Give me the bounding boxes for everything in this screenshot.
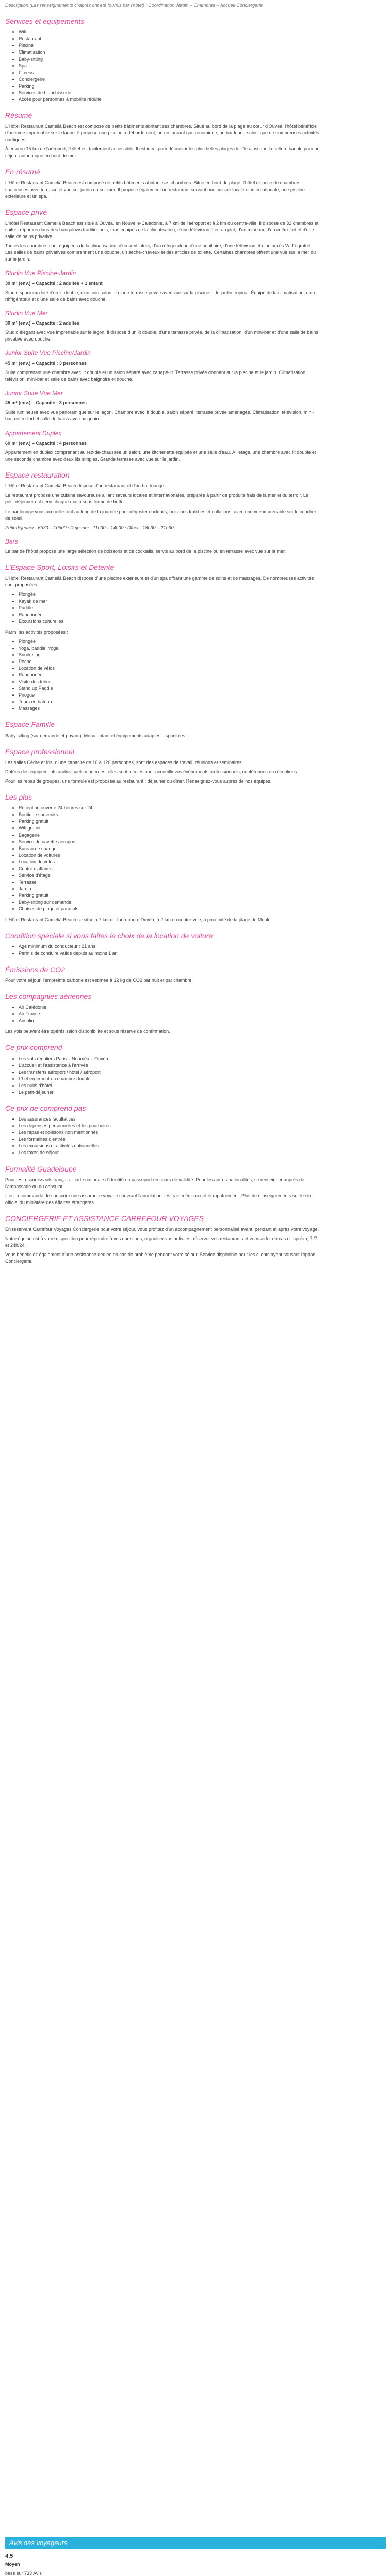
bars-paragraph: Le bar de l'hôtel propose une large sélection de boissons et de cocktails, servis au bord de la piscine ou en terrasse avec vue sur la mer. [5, 549, 286, 554]
list-item: • Wifi [19, 29, 320, 36]
list-item: • Les repas et boissons non mentionnés [19, 1129, 320, 1136]
room-size: 30 m² (env.) – Capacité : 2 adultes [5, 320, 79, 326]
list-item: • Baby-sitting [19, 56, 320, 63]
bien-etre-paragraph: Parmi les activités proposées : [5, 629, 69, 635]
pro-title: Espace professionnel [5, 747, 74, 756]
list-item: • Parking [19, 83, 320, 90]
espace-prive-title: Espace privé [5, 208, 47, 216]
list-item: • Yoga, paddle, Yoga [19, 645, 320, 652]
bien-etre-title: L'Espace Sport, Loisirs et Détente [5, 563, 115, 572]
room-appartement-title: Appartement Duplex [5, 429, 62, 437]
list-item: • Visite des tribus [19, 679, 320, 685]
espace-paragraph: Toutes les chambres sont équipées de la climatisation, d'un ventilateur, d'un réfrigérateur, d'une bouilloire, d'une télévision et d'un accès Wi-Fi gratuit. Les salles de bains privatives comprennent une douche, un sèche-cheveux et des articles de toilette. Certaines chambres offrent une vue sur la mer ou sur le jardin. [5, 243, 316, 262]
avis-header: Avis des voyageurs [5, 2537, 386, 2549]
list-item: • Le petit-déjeuner [19, 1089, 320, 1096]
list-item: • Plongée [19, 638, 320, 645]
formalites-title: Formalité Guadeloupe [5, 1164, 77, 1173]
list-item: • Services de blanchisserie [19, 90, 320, 96]
restauration-paragraph: Le restaurant propose une cuisine savoureuse alliant saveurs locales et internationales, préparée à partir de produits frais de la mer et du terroir. Le petit-déjeuner est servi chaque matin sous forme de buffet. [5, 493, 308, 505]
prix-compris-title: Ce prix comprend [5, 1043, 62, 1052]
formalites-paragraph: Il est recommandé de souscrire une assurance voyage couvrant l'annulation, les frais médicaux et le rapatriement. Plus de renseignements sur le site officiel du ministère des Affaires étrangères. [5, 1193, 313, 1205]
plus-list [5, 805, 320, 912]
list-item: • Plongée [19, 591, 320, 598]
room-description: Studio spacieux doté d'un lit double, d'un coin salon et d'une terrasse privée avec vue sur la piscine et le jardin tropical. Équipé de la climatisation, d'un réfrigérateur et d'une salle de bains avec douche. [5, 290, 315, 302]
conditions-list [5, 943, 320, 957]
room-description: Suite comprenant une chambre avec lit double et un salon séparé avec canapé-lit. Terrasse privée donnant sur la piscine et le jardin. Climatisation, télévision, mini-bar et salle de bains avec baignoire et douche. [5, 369, 307, 382]
ensemble-paragraph: L'Hôtel Restaurant Cameliá Beach est composé de petits bâtiments abritant ses chambres. Situé en bord de plage, l'hôtel dispose de chambres spacieuses avec terrasse et vue sur jardin ou sur mer. Il propose également un restaurant servant une cuisine locale et internationale, une piscine extérieure et un spa. [5, 180, 305, 199]
list-item: • Boutique souvenirs [19, 811, 320, 818]
list-item: • Les vols réguliers Paris – Nouméa – Ouvéa [19, 1056, 320, 1062]
avis-count: basé sur 733 Avis [5, 2570, 42, 2576]
list-item: • Climatisation [19, 49, 320, 56]
services-list [5, 29, 320, 103]
famille-title: Espace Famille [5, 720, 55, 729]
list-item: • Snorkeling [19, 652, 320, 658]
list-item: • Parking gratuit [19, 892, 320, 899]
avis-score-label: Moyen [5, 2561, 20, 2567]
room-description: Studio élégant avec vue imprenable sur le lagon. Il dispose d'un lit double, d'une terrasse privée, de la climatisation, d'un mini-bar et d'une salle de bains privative avec douche. [5, 330, 318, 342]
pro-paragraph: Dotées des équipements audiovisuels modernes, elles sont idéales pour accueillir vos événements professionnels, conférences ou réceptions. [5, 769, 298, 774]
restauration-paragraph: L'Hôtel Restaurant Cameliá Beach dispose d'un restaurant et d'un bar lounge. [5, 483, 166, 489]
list-item: • Âge minimum du conducteur : 21 ans [19, 943, 320, 950]
list-item: • Massages [19, 705, 320, 712]
list-item: • Bureau de change [19, 845, 320, 852]
intro-line: Description (Les renseignements ci-après ont été fournis par l'hôtel) : Coordination Jardin – Chambres – Accueil Conciergerie [5, 3, 263, 8]
avis-section [5, 2553, 320, 2576]
avis-score: 4,5 [5, 2553, 13, 2560]
room-studio-mer-title: Studio Vue Mer [5, 309, 48, 317]
bars-title: Bars [5, 537, 18, 545]
room-junior-mer-title: Junior Suite Vue Mer [5, 389, 63, 397]
list-item: • Les assurances facultatives [19, 1116, 320, 1123]
services-title: Services et équipements [5, 17, 85, 26]
prix-exclu-list [5, 1116, 320, 1156]
list-item: • Tours en bateau [19, 699, 320, 705]
pro-paragraph: Les salles Cédre et Iris, d'une capacité de 10 à 120 personnes, sont des espaces de travail, réunions et séminaires. [5, 759, 243, 765]
partenaires-title: Les compagnies aériennes [5, 992, 92, 1001]
emissions-title: Émissions de CO2 [5, 965, 65, 974]
list-item: • Service d'étage [19, 872, 320, 879]
resume-paragraph: L'Hôtel Restaurant Cameliá Beach est composé de petits bâtiments abritant ses chambres. Situé au bord de la plage au cœur d'Ouvéa, l'hôtel bénéficie d'une vue imprenable sur le lagon. Il propose une piscine à débordement, un restaurant gastronomique, un bar lounge ainsi que de nombreuses activités nautiques. [5, 124, 319, 143]
list-item: • Les dépenses personnelles et les pourboires [19, 1123, 320, 1129]
list-item: • Air Calédonie [19, 1004, 320, 1011]
bien-etre-paragraph: L'Hôtel Restaurant Cameliá Beach dispose d'une piscine extérieure et d'un spa offrant une gamme de soins et de massages. De nombreuses activités sont proposées : [5, 575, 314, 588]
list-item: • Bagagerie [19, 832, 320, 839]
room-studio-piscine-title: Studio Vue Piscine-Jardin [5, 269, 76, 277]
list-item: • Accès pour personnes à mobilité réduite [19, 96, 320, 103]
list-item: • Location de vélos [19, 665, 320, 672]
pro-paragraph: Pour les repas de groupes, une formule est proposée au restaurant : déjeuner ou dîner. Renseignez-vous auprès de nos équipes. [5, 778, 272, 784]
list-item: • Paddle [19, 605, 320, 612]
conciergerie-title: CONCIERGERIE ET ASSISTANCE CARREFOUR VOYAGES [5, 1214, 204, 1223]
restauration-hours: Petit-déjeuner : 6h30 – 10h00 / Déjeuner : 11h30 – 14h00 / Dîner : 18h30 – 21h30 [5, 524, 174, 530]
list-item: • Les transferts aéroport / hôtel / aéroport [19, 1069, 320, 1076]
list-item: • Wifi gratuit [19, 825, 320, 832]
list-item: • Spa [19, 63, 320, 70]
bien-etre-list [5, 591, 320, 624]
list-item: • Permis de conduire valide depuis au moins 1 an [19, 950, 320, 957]
list-item: • Randonnée [19, 672, 320, 679]
list-item: • Location de voitures [19, 852, 320, 859]
room-description: Suite lumineuse avec vue panoramique sur le lagon. Chambre avec lit double, salon séparé, terrasse privée aménagée. Climatisation, télévision, mini-bar, coffre-fort et salle de bains avec baignoire. [5, 410, 314, 422]
plus-title: Les plus [5, 793, 32, 802]
conciergerie-paragraph: Vous bénéficiez également d'une assistance dédiée en cas de problème pendant votre séjour. Service disponible pour les clients ayant souscrit l'option Conciergerie. [5, 1252, 316, 1264]
ensemble-title: En résumé [5, 167, 40, 176]
list-item: • Service de navette aéroport [19, 839, 320, 845]
list-item: • Pêche [19, 658, 320, 665]
list-item: • Aircalin [19, 1018, 320, 1024]
hotel-description [5, 2, 320, 1268]
list-item: • Restaurant [19, 36, 320, 42]
room-size: 30 m² (env.) – Capacité : 2 adultes + 1 enfant [5, 280, 103, 286]
list-item: • Excursions culturelles [19, 618, 320, 625]
formalites-paragraph: Pour les ressortissants français : carte nationale d'identité ou passeport en cours de validité. Pour les autres nationalités, se renseigner auprès de l'ambassade ou du consulat. [5, 1177, 305, 1189]
partenaires-paragraph: Les vols peuvent être opérés selon disponibilité et sous réserve de confirmation. [5, 1029, 170, 1035]
famille-paragraph: Baby-sitting (sur demande et payant). Menu enfant et équipements adaptés disponibles. [5, 733, 187, 738]
conciergerie-paragraph: Notre équipe est à votre disposition pour répondre à vos questions, organiser vos activités, réserver vos restaurants et vous aider en cas d'imprévu, 7j/7 et 24h/24. [5, 1236, 318, 1248]
emissions-paragraph: Pour votre séjour, l'empreinte carbone est estimée à 12 kg de CO2 par nuit et par chambre. [5, 977, 193, 983]
resume-title: Résumé [5, 111, 32, 120]
prix-compris-list [5, 1056, 320, 1096]
list-item: • Parking gratuit [19, 818, 320, 825]
list-item: • L'accueil et l'assistance à l'arrivée [19, 1062, 320, 1069]
conciergerie-paragraph: En réservant Carrefour Voyages Conciergerie pour votre séjour, vous profitez d'un accompagnement personnalisé avant, pendant et après votre voyage. [5, 1227, 319, 1232]
list-item: • L'hébergement en chambre double [19, 1076, 320, 1082]
list-item: • Jardin [19, 886, 320, 892]
list-item: • Randonnée [19, 612, 320, 618]
list-item: • Conciergerie [19, 76, 320, 83]
prix-exclu-title: Ce prix ne comprend pas [5, 1104, 86, 1112]
room-size: 60 m² (env.) – Capacité : 4 personnes [5, 440, 87, 446]
list-item: • Kayak de mer [19, 598, 320, 605]
list-item: • Terrasse [19, 879, 320, 886]
room-junior-piscine-title: Junior Suite Vue Piscine/Jardin [5, 349, 91, 357]
list-item: • Location de vélos [19, 859, 320, 866]
list-item: • Les excursions et activités optionnelles [19, 1143, 320, 1149]
list-item: • Les formalités d'entrée [19, 1136, 320, 1143]
list-item: • Réception ouverte 24 heures sur 24 [19, 805, 320, 811]
list-item: • Baby-sitting sur demande [19, 899, 320, 906]
list-item: • Les taxes de séjour [19, 1149, 320, 1156]
list-item: • Centre d'affaires [19, 866, 320, 872]
conditions-title: Condition spéciale si vous faites le choix de la location de voiture [5, 931, 213, 940]
restauration-title: Espace restauration [5, 471, 70, 480]
list-item: • Pirogue [19, 692, 320, 699]
room-size: 45 m² (env.) – Capacité : 3 personnes [5, 360, 87, 366]
activities-list [5, 638, 320, 713]
list-item: • Piscine [19, 42, 320, 49]
list-item: • Les nuits d'hôtel [19, 1082, 320, 1089]
room-description: Appartement en duplex comprenant au rez-de-chaussée un salon, une kitchenette équipée et une salle d'eau. À l'étage, une chambre avec lit double et une seconde chambre avec deux lits simples. Grande terrasse avec vue sur le jardin. [5, 449, 316, 462]
list-item: • Stand up Paddle [19, 685, 320, 692]
list-item: • Air France [19, 1011, 320, 1018]
restauration-paragraph: Le bar lounge vous accueille tout au long de la journée pour déguster cocktails, boissons fraîches et collations, avec une vue imprenable sur le coucher de soleil. [5, 509, 316, 521]
resume-paragraph: À environ 15 km de l'aéroport, l'hôtel est facilement accessible. Il est idéal pour découvrir les plus belles plages de l'île ainsi que la culture kanak, pour un séjour authentique en bord de mer. [5, 146, 320, 159]
list-item: • Fitness [19, 70, 320, 76]
room-size: 45 m² (env.) – Capacité : 3 personnes [5, 400, 87, 406]
espace-paragraph: L'hôtel Restaurant Cameliá Beach est situé à Ouvéa, en Nouvelle-Calédonie, à 7 km de l'aéroport et à 2 km du centre-ville. Il dispose de 32 chambres et suites, réparties dans des bungalows traditionnels, tous équipés de la climatisation, d'une télévision à écran plat, d'un mini-bar, d'un coffre-fort et d'une salle de bains privative. [5, 221, 319, 240]
plus-paragraph: L'Hôtel Restaurant Cameliá Beach se situe à 7 km de l'aéroport d'Ouvéa, à 2 km du centre-ville, à proximité de la plage de Mouli. [5, 917, 270, 923]
list-item: • Chaises de plage et parasols [19, 906, 320, 912]
partenaires-list [5, 1004, 320, 1024]
